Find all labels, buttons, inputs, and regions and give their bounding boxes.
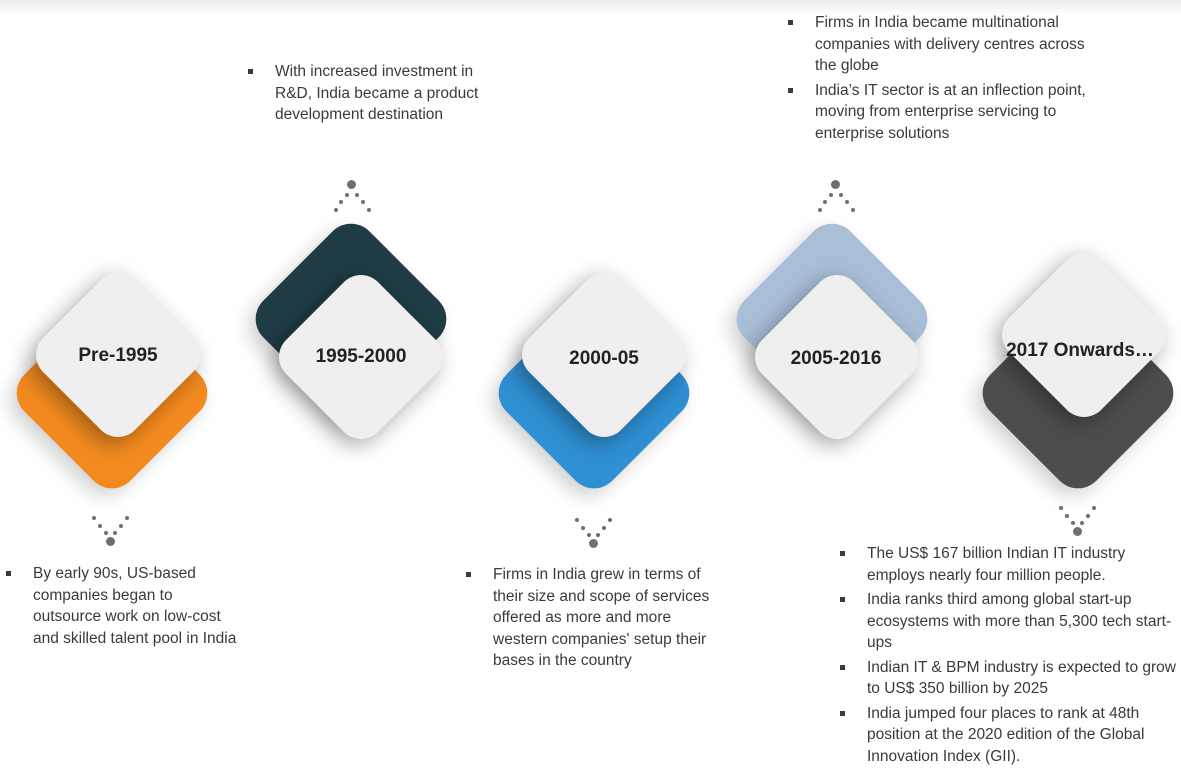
stage-3-down-arrow-icon: [575, 516, 615, 556]
list-item: India ranks third among global start-up ecosystems with more than 5,300 tech start-ups: [840, 589, 1176, 654]
list-item: By early 90s, US-based companies began to outsource work on low-cost and skilled talent pool in India: [6, 563, 242, 649]
stage-1-bullets: [6, 563, 242, 652]
list-item: India jumped four places to rank at 48th position at the 2020 edition of the Global Innovation Index (GII).: [840, 703, 1176, 768]
stage-4-bullets: [788, 12, 1088, 147]
stage-5-label: 2017 Onwards…: [1006, 340, 1154, 361]
stage-1-label: Pre-1995: [78, 345, 158, 366]
stage-2-up-arrow-icon: [333, 179, 373, 219]
list-item: The US$ 167 billion Indian IT industry employs nearly four million people.: [840, 543, 1176, 586]
list-item: Firms in India grew in terms of their size and scope of services offered as more and more western companies' setup their bases in the country: [466, 564, 710, 672]
list-item: Firms in India became multinational companies with delivery centres across the globe: [788, 12, 1088, 77]
stage-2-bullets: [248, 61, 482, 129]
stage-3-label: 2000-05: [569, 348, 639, 369]
stage-1-down-arrow-icon: [92, 514, 132, 554]
list-item: With increased investment in R&D, India became a product development destination: [248, 61, 482, 126]
stage-2-label: 1995-2000: [315, 346, 407, 367]
stage-4-up-arrow-icon: [817, 179, 857, 219]
stage-4-label: 2005-2016: [790, 348, 882, 369]
list-item: India’s IT sector is at an inflection point, moving from enterprise servicing to enterprise solutions: [788, 80, 1088, 145]
stage-3-bullets: [466, 564, 710, 675]
stage-5-bullets: [840, 543, 1176, 770]
list-item: Indian IT & BPM industry is expected to grow to US$ 350 billion by 2025: [840, 657, 1176, 700]
stage-5-down-arrow-icon: [1059, 504, 1099, 544]
